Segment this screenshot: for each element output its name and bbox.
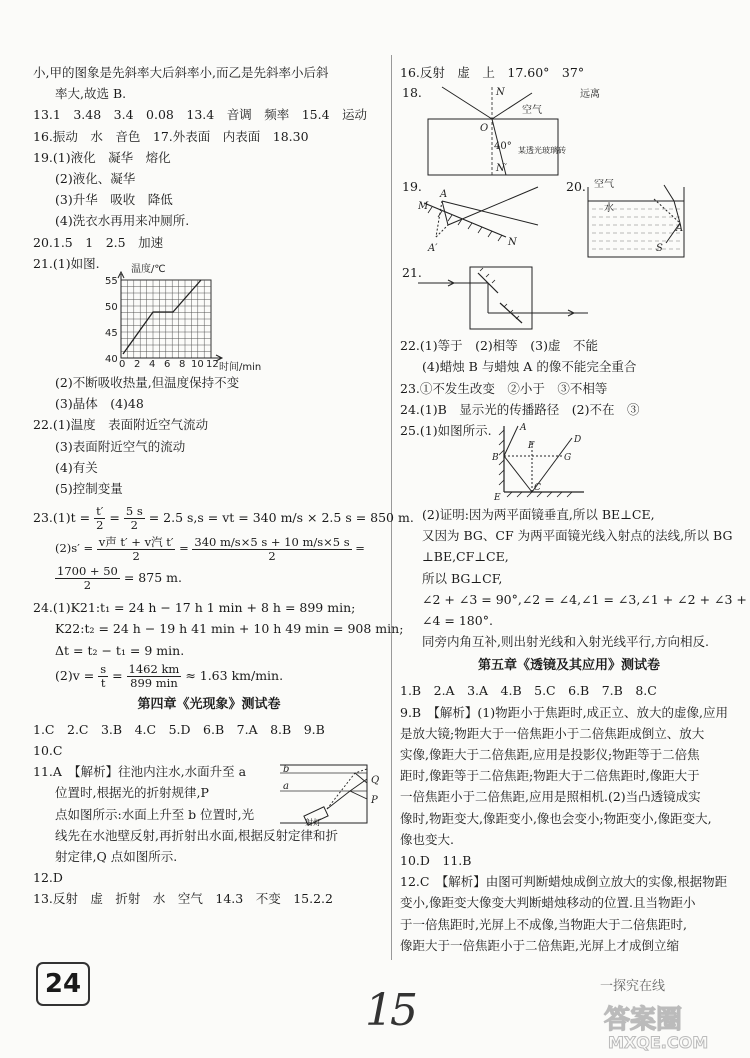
label-G: G: [564, 453, 572, 464]
handwritten-number: 15: [365, 985, 415, 1036]
label-N: N: [496, 87, 505, 99]
graph-xtick: 10: [191, 359, 204, 371]
label-a: a: [283, 781, 289, 793]
fraction: $\frac{340 m/s\times 5 s + 10 m/s\times 5 s}{2}$: [194, 534, 350, 563]
label-lamp: 射灯: [305, 818, 321, 828]
label-Q: Q: [371, 775, 380, 787]
answer-9-line: 像也变大.: [400, 831, 454, 847]
answer-22-5: (5)控制变量: [55, 481, 123, 497]
fraction: $\frac{1700 + 50}{2}$: [57, 564, 118, 593]
answer-9-line: 实像,像距大于二倍焦距,应用是投影仪;物距等于二倍焦: [400, 747, 700, 763]
label-M: M: [418, 201, 429, 213]
answer-16-18: 16.振动 水 音色 17.外表面 内表面 18.30: [33, 128, 309, 144]
answer-19-2: (2)液化、凝华: [55, 171, 136, 187]
text-line: 小,甲的图象是先斜率大后斜率小,而乙是先斜率小后斜: [33, 65, 329, 80]
answer-24-1: 24.(1)K21:t₁ = 24 h − 17 h 1 min + 8 h = 899 min;: [33, 600, 356, 616]
answer-22: 22.(1)等于 (2)相等 (3)虚 不能: [400, 338, 598, 354]
watermark-logo: [600, 1000, 745, 1052]
answer-9-line: 是放大镜;物距大于一倍焦距小于二倍焦距成倒立、放大: [400, 725, 705, 741]
answer-19-3: (3)升华 吸收 降低: [55, 192, 173, 208]
fraction: $\frac{5 s}{2}$: [125, 504, 143, 533]
answer-22-4: (4)蜡烛 B 与蜡烛 A 的像不能完全重合: [422, 359, 637, 375]
label-C: C: [534, 483, 541, 494]
answer-9: 9.B 【解析】(1)物距小于焦距时,成正立、放大的虚像,应用: [400, 704, 729, 720]
answer-18: 18. N 空气 远离 O 40° N′ 某透光玻璃砖: [400, 83, 738, 179]
left-column: [33, 62, 414, 910]
answer-22-4: (4)有关: [55, 459, 98, 475]
graph-xtick: 4: [149, 359, 156, 371]
answer-20: 20.1.5 1 2.5 加速: [33, 234, 164, 250]
graph-ylabel: 温度/℃: [131, 264, 166, 276]
graph-ytick: 55: [105, 276, 118, 288]
answer-21-2: (2)不断吸收热量,但温度保持不变: [55, 375, 240, 391]
graph-ytick: 50: [105, 302, 118, 314]
answers-1-9: 1.C 2.C 3.B 4.C 5.D 6.B 7.A 8.B 9.B: [33, 721, 325, 737]
answer-12-line: 于一倍焦距时,光屏上不成像,当物距大于二倍焦距时,: [400, 916, 687, 932]
answer-23-1: 23.(1)t = $\frac{t'}{2}$ = $\frac{5 s}{2}$ = 2.5 s,s = vt = 340 m/s × 2.5 s = 850 m.: [33, 504, 414, 533]
label-A-prime: A′: [428, 243, 438, 255]
answer-21: 21.(1)如图.: [33, 255, 100, 271]
footer-brand: 一探究在线: [600, 979, 666, 994]
graph-ytick: 45: [105, 328, 118, 340]
label-water: 水: [604, 203, 614, 215]
answer-19-4: (4)洗衣水再用来冲厕所.: [55, 213, 190, 229]
two-mirrors-figure-25: [492, 420, 602, 502]
label-far: 远离: [580, 89, 600, 101]
label-N: N: [508, 237, 517, 249]
right-column: [400, 62, 747, 956]
fraction: $\frac{1462 km}{899 \min}$: [128, 661, 180, 690]
answer-19: 19.(1)液化 凝华 熔化: [33, 149, 171, 165]
answer-9-line: 距时,像距等于二倍焦距;物距大于二倍焦距时,像距大于: [400, 768, 700, 784]
graph-xlabel: 时间/min: [219, 362, 262, 373]
label-air: 空气: [522, 105, 542, 117]
answer-22-3: (3)表面附近空气的流动: [55, 438, 186, 454]
label-N-prime: N′: [496, 163, 508, 175]
label-A: A: [440, 189, 448, 201]
answer-23-3: $\frac{1700 + 50}{2}$ = 875 m.: [57, 564, 182, 593]
refraction-figure-18: [422, 83, 622, 177]
fraction: $\frac{\text{v声 t′ + v汽 t′}}{2}$: [98, 534, 174, 563]
proof-line: ∠2 + ∠3 = 90°,∠2 = ∠4,∠1 = ∠3,∠1 + ∠2 + ∠3 +: [422, 591, 747, 607]
label-angle: 40°: [494, 141, 512, 153]
section-title-chapter4: 第四章《光现象》测试卷: [137, 696, 281, 712]
answer-11: 11.A 【解析】往池内注水,水面升至 a 位置时,根据光的折射规律,P 点如图所示:水面上升至 b 位置时,光 线先在水池壁反射,再折射出水面,根据反射定律和折 射定律,Q 点如图所示. b a Q P 射灯: [33, 761, 385, 867]
proof-line: (2)证明:因为两平面镜垂直,所以 BE⊥CE,: [422, 507, 655, 523]
label-B: B: [492, 453, 499, 464]
temperature-time-graph: [33, 260, 385, 372]
answer-24-1c: Δt = t₂ − t₁ = 9 min.: [55, 642, 185, 658]
column-divider: [391, 55, 392, 960]
graph-xtick: 8: [179, 359, 186, 371]
label-O: O: [480, 123, 489, 135]
mirror-figure-19: [418, 179, 558, 263]
label-A: A: [676, 223, 684, 235]
pool-light-figure: [275, 761, 385, 827]
answer-24-1b: K22:t₂ = 24 h − 19 h 41 min + 10 h 49 min = 908 min;: [55, 621, 404, 637]
label-air: 空气: [594, 179, 614, 191]
answer-9-line: 一倍焦距小于二倍焦距,应用是照相机.(2)当凸透镜成实: [400, 789, 701, 805]
answer-9-line: 像时,物距变大,像距变小,像也会变小;物距变小,像距变大,: [400, 810, 712, 826]
answer-25-1: 25.(1)如图所示. A B C D E F G: [400, 420, 738, 504]
label-S: S: [656, 243, 663, 255]
answer-23: 23.①不发生改变 ②小于 ③不相等: [400, 380, 608, 396]
answer-12: 12.C 【解析】由图可判断蜡烛成倒立放大的实像,根据物距: [400, 874, 728, 890]
answer-12-line: 变小,像距变大像变大判断蜡烛移动的位置.且当物距小: [400, 895, 696, 911]
answer-10: 10.C: [33, 743, 63, 759]
fraction: $\frac{s}{t}$: [100, 661, 107, 690]
answer-16-17: 16.反射 虚 上 17.60° 37°: [400, 65, 585, 80]
proof-line: 又因为 BG、CF 为两平面镜光线入射点的法线,所以 BG: [422, 528, 733, 544]
answer-21-figure: 21.: [400, 265, 738, 335]
answer-24: 24.(1)B 显示光的传播路径 (2)不在 ③: [400, 401, 640, 417]
answers-10-11: 10.D 11.B: [400, 853, 472, 869]
answer-13-15: 13.1 3.48 3.4 0.08 13.4 音调 频率 15.4 运动: [33, 107, 368, 123]
proof-line: ⊥BE,CF⊥CE,: [422, 549, 509, 565]
label-D: D: [574, 435, 582, 446]
graph-xtick: 2: [134, 359, 141, 371]
answer-13-15-ch4: 13.反射 虚 折射 水 空气 14.3 不变 15.2.2: [33, 891, 333, 907]
label-P: P: [371, 795, 378, 807]
proof-line: 同旁内角互补,则出射光线和入射光线平行,方向相反.: [422, 634, 709, 650]
label-A: A: [520, 423, 527, 434]
graph-xtick: 0: [119, 359, 126, 371]
proof-line: ∠4 = 180°.: [422, 613, 493, 629]
label-E: E: [494, 493, 501, 503]
label-glass: 某透光玻璃砖: [518, 146, 566, 156]
answer-23-2: (2)s′ = $\frac{\text{v声 t′ + v汽 t′}}{2}$ = $\frac{340 m/s\times 5 s + 10 m/s\times 5 s}{2}$ =: [55, 534, 365, 563]
page-number: 24: [36, 962, 90, 1006]
graph-ytick: 40: [105, 354, 118, 366]
proof-line: 所以 BG⊥CF,: [422, 570, 503, 586]
answer-12-line: 像距大于一倍焦距小于二倍焦距,光屏上才成倒立缩: [400, 937, 679, 953]
water-tank-figure-20: [584, 179, 694, 261]
label-F: F: [528, 441, 535, 452]
answer-24-2: (2)v = $\frac{s}{t}$ = $\frac{1462 km}{899 \min}$ ≈ 1.63 km/min.: [55, 661, 284, 690]
periscope-figure-21: [418, 265, 608, 333]
answer-21-3: (3)晶体 (4)48: [55, 396, 144, 412]
answers-1-8: 1.B 2.A 3.A 4.B 5.C 6.B 7.B 8.C: [400, 683, 657, 699]
answer-12: 12.D: [33, 870, 63, 886]
svg-text:答案圈: 答案圈: [604, 1005, 683, 1035]
text-line: 率大,故选 B.: [55, 86, 127, 102]
svg-text:MXQE.COM: MXQE.COM: [608, 1033, 709, 1052]
label-b: b: [283, 764, 290, 776]
section-title-chapter5: 第五章《透镜及其应用》测试卷: [477, 658, 660, 674]
fraction: $\frac{t'}{2}$: [96, 504, 104, 533]
graph-xtick: 6: [164, 359, 171, 371]
answers-19-20: 19. A A′ M N 20. 空气 水 A S: [400, 179, 738, 265]
graph-xtick: 12: [206, 359, 219, 371]
answer-22: 22.(1)温度 表面附近空气流动: [33, 417, 209, 433]
